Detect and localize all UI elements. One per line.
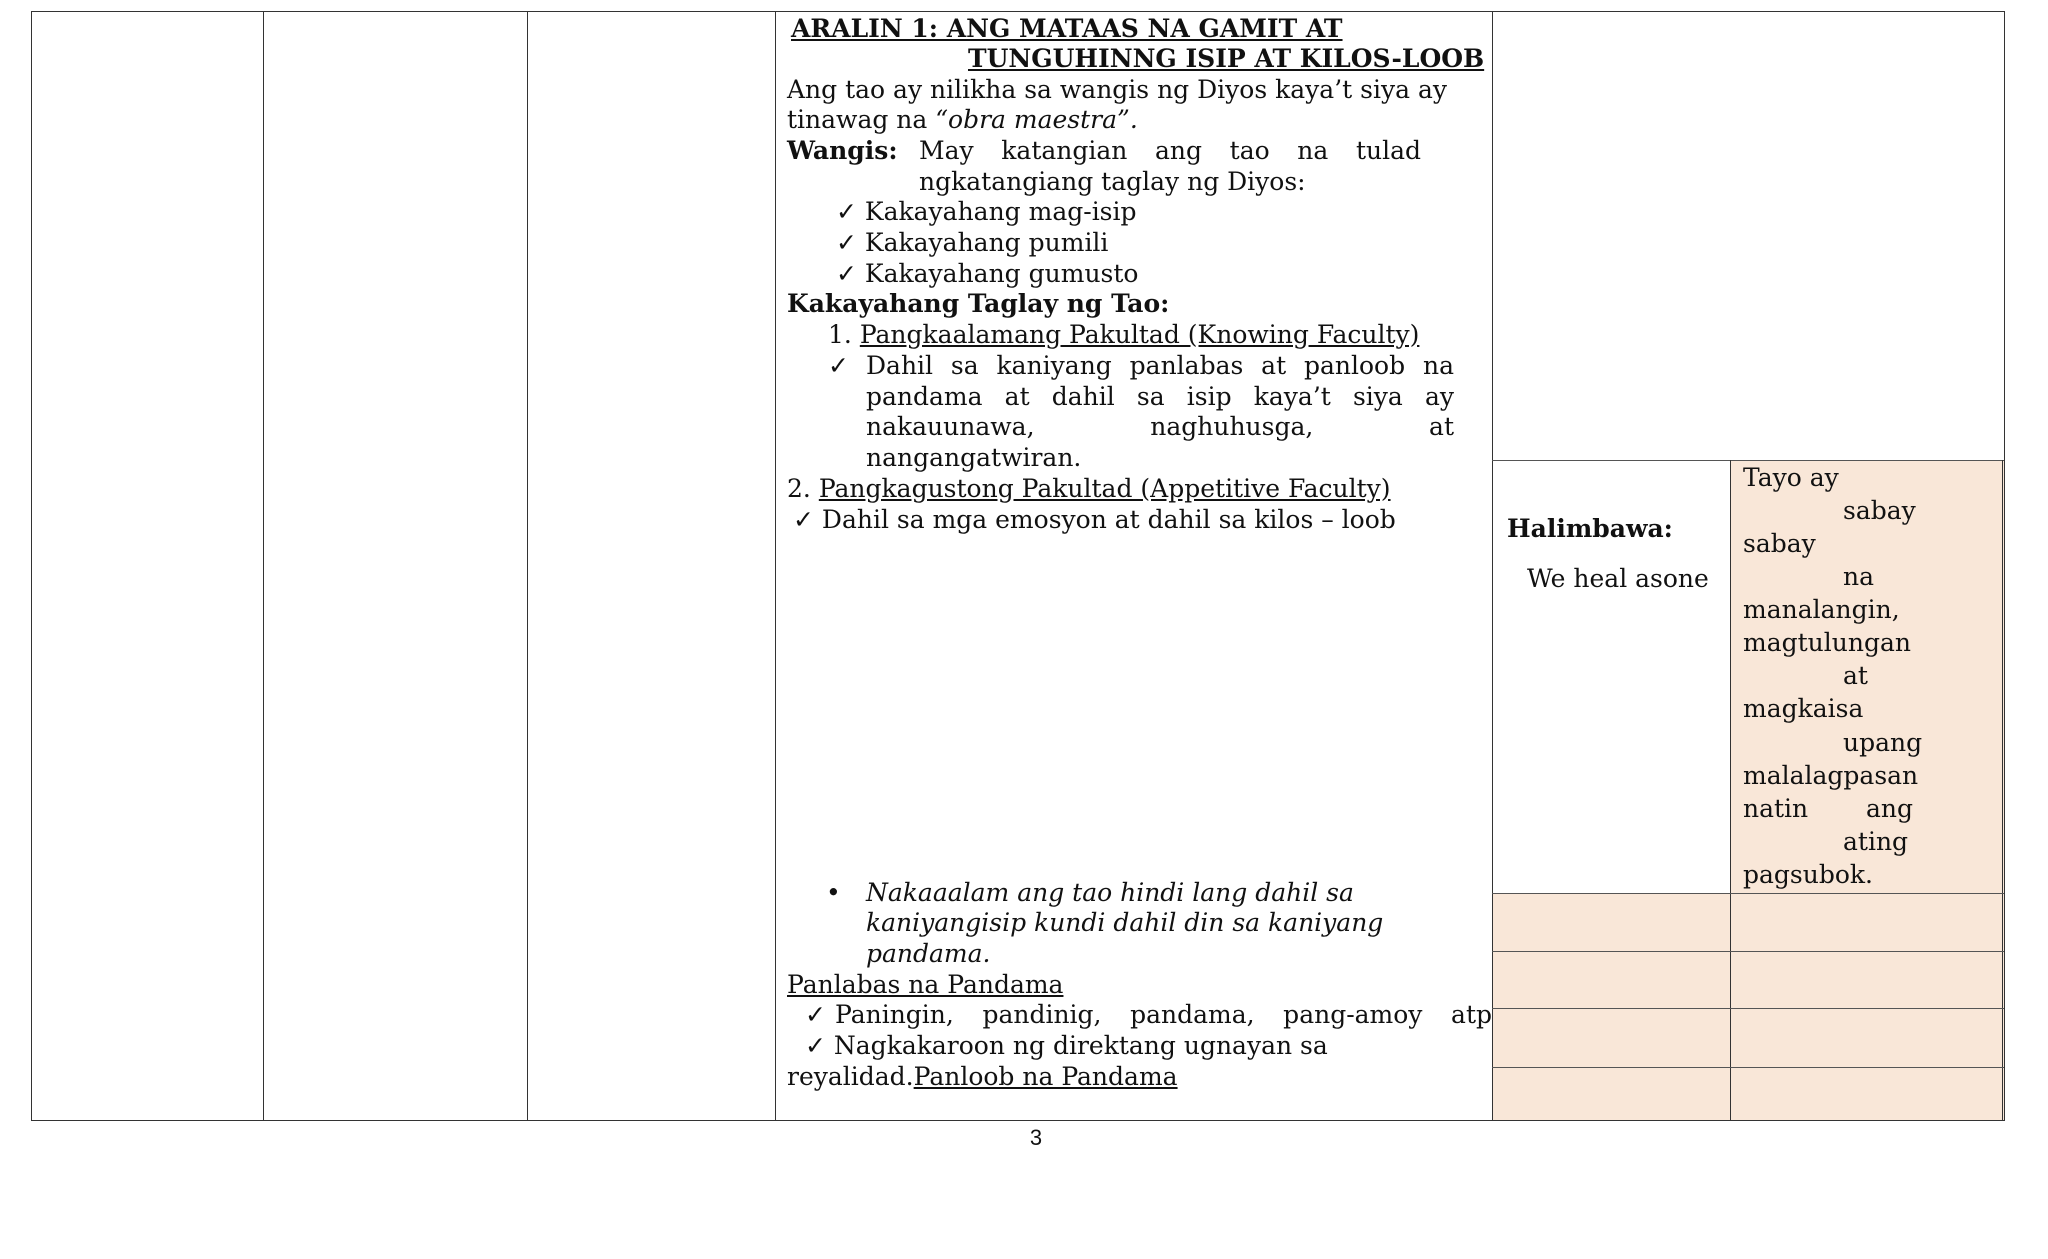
column-divider xyxy=(775,11,776,1121)
tayo-line: upang xyxy=(1843,728,1923,757)
shaded-cells xyxy=(1493,894,2004,1120)
wangis-item: ✓ Kakayahang pumili xyxy=(836,228,1109,257)
column-divider xyxy=(2002,460,2003,1121)
halimbawa-text: We heal asone xyxy=(1527,564,1709,593)
intro-line2: tinawag na “obra maestra”. xyxy=(787,105,1138,134)
page-number: 3 xyxy=(1029,1125,1043,1150)
note-line3: pandama. xyxy=(866,939,991,968)
halimbawa-label: Halimbawa: xyxy=(1507,514,1673,543)
wangis-line1: May katangian ang tao na tulad xyxy=(919,136,1421,165)
check-icon: ✓ xyxy=(793,505,814,534)
faculty1-line2: pandama at dahil sa isip kaya’t siya ay xyxy=(866,382,1454,411)
faculty2-line1: ✓ Dahil sa mga emosyon at dahil sa kilos – loob xyxy=(793,505,1396,534)
tayo-line: sabay xyxy=(1843,496,1916,525)
check-icon: ✓ xyxy=(805,1000,826,1029)
note-line1: Nakaaalam ang tao hindi lang dahil sa xyxy=(866,878,1354,907)
lesson-title-line2: TUNGUHINNG ISIP AT KILOS-LOOB xyxy=(968,44,1485,73)
lesson-title-line1: ARALIN 1: ANG MATAAS NA GAMIT AT xyxy=(791,14,1343,43)
row-divider xyxy=(1492,951,2004,952)
panlabas-heading: Panlabas na Pandama xyxy=(787,970,1064,999)
column-divider xyxy=(527,11,528,1121)
panlabas-item2: ✓ Nagkakaroon ng direktang ugnayan sa xyxy=(805,1031,1328,1060)
wangis-item: ✓ Kakayahang mag-isip xyxy=(836,197,1137,226)
note-line2: kaniyangisip kundi dahil din sa kaniyang xyxy=(866,908,1384,937)
check-icon: ✓ xyxy=(828,351,849,380)
tayo-line: manalangin, xyxy=(1743,595,1900,624)
row-divider xyxy=(1492,460,2004,461)
tayo-line: na xyxy=(1843,562,1875,591)
intro-line1: Ang tao ay nilikha sa wangis ng Diyos kaya’t siya ay xyxy=(787,75,1447,104)
panlabas-item1: Paningin, pandinig, pandama, pang-amoy atp xyxy=(835,1000,1492,1029)
check-icon: ✓ xyxy=(836,197,857,226)
tayo-line: magtulungan xyxy=(1743,628,1911,657)
tayo-line: Tayo ay xyxy=(1743,463,1839,492)
column-divider xyxy=(263,11,264,1121)
column-divider xyxy=(1730,460,1731,1121)
tayo-line: at xyxy=(1843,661,1868,690)
tayo-line: malalagpasan xyxy=(1743,761,1919,790)
row-divider xyxy=(1492,893,2004,894)
row-divider xyxy=(1492,1008,2004,1009)
faculty1-line1: Dahil sa kaniyang panlabas at panloob na xyxy=(866,351,1454,380)
kakayahan-heading: Kakayahang Taglay ng Tao: xyxy=(787,289,1170,318)
faculty1-line3: nakauunawa, naghuhusga, at xyxy=(866,412,1454,441)
tayo-line: sabay xyxy=(1743,529,1816,558)
faculty1-title: 1. Pangkaalamang Pakultad (Knowing Faculty) xyxy=(828,320,1420,349)
tayo-line: magkaisa xyxy=(1743,694,1864,723)
check-icon: ✓ xyxy=(836,259,857,288)
faculty2-title: 2. Pangkagustong Pakultad (Appetitive Faculty) xyxy=(787,474,1391,503)
tayo-line: pagsubok. xyxy=(1743,860,1873,889)
check-icon: ✓ xyxy=(805,1031,826,1060)
bullet-icon: • xyxy=(826,878,841,907)
panlabas-line3: reyalidad.Panloob na Pandama xyxy=(787,1062,1178,1091)
faculty1-line4: nangangatwiran. xyxy=(866,443,1082,472)
panloob-heading: Panloob na Pandama xyxy=(913,1062,1178,1091)
check-icon: ✓ xyxy=(836,228,857,257)
tayo-line: ating xyxy=(1843,827,1909,856)
tayo-line: natin ang xyxy=(1743,794,1913,823)
row-divider xyxy=(1492,1067,2004,1068)
wangis-label: Wangis: xyxy=(787,136,898,165)
wangis-item: ✓ Kakayahang gumusto xyxy=(836,259,1139,288)
wangis-line2: ngkatangiang taglay ng Diyos: xyxy=(919,167,1306,196)
